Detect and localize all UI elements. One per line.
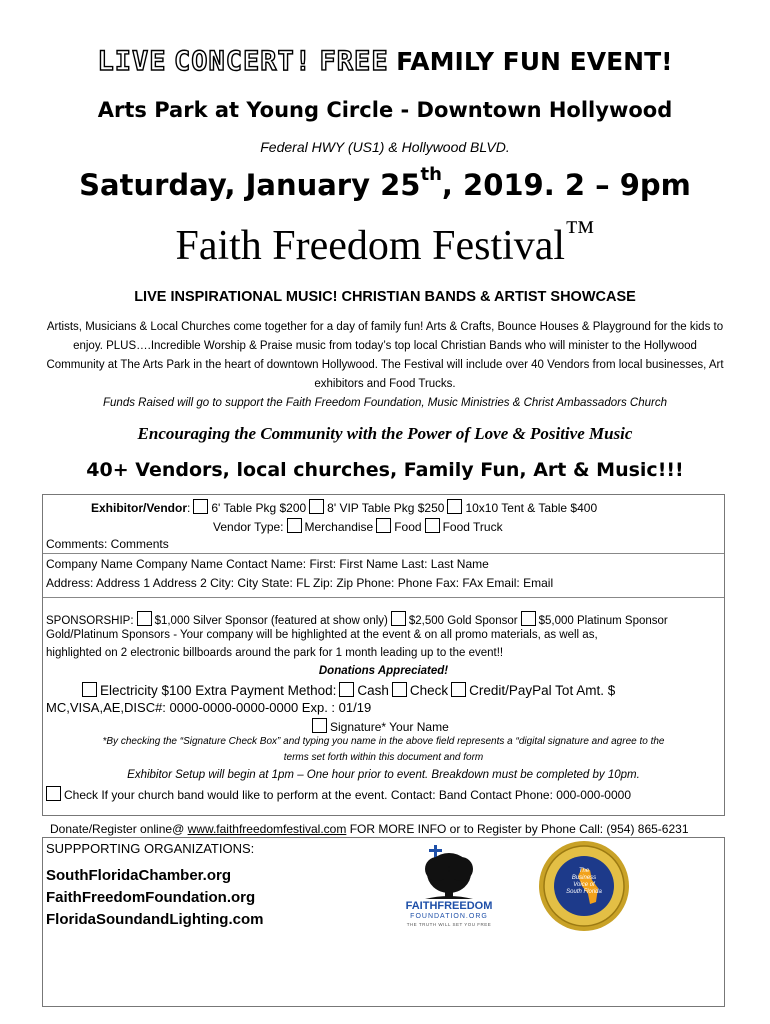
supporting-orgs-title: SUPPPORTING ORGANIZATIONS: [46, 841, 255, 856]
cash-label: Cash [357, 683, 389, 698]
sponsor3-checkbox[interactable] [521, 611, 536, 626]
event-date [0, 164, 770, 202]
band-checkbox[interactable] [46, 786, 61, 801]
signature-checkbox[interactable] [312, 718, 327, 733]
date-suffix: th [420, 164, 442, 185]
sponsor1-label: $1,000 Silver Sponsor (featured at show only) [154, 615, 388, 627]
chamber-seal [538, 840, 630, 932]
check-label: Check [409, 683, 449, 698]
seal-text-3: Voice of [573, 882, 595, 888]
vendor-type-label: Vendor Type: [213, 520, 284, 534]
exhibitor-row: Exhibitor/Vendor: 6' Table Pkg $200 8' VIP Table Pkg $250 10x10 Tent & Table $400 [91, 501, 598, 515]
register-line [50, 822, 689, 836]
pkg2-label: 8' VIP Table Pkg $250 [327, 501, 445, 515]
type3-checkbox[interactable] [425, 518, 440, 533]
signature-field[interactable]: Signature* Your Name [330, 720, 449, 734]
signature-note-2: terms set forth within this document and form [283, 752, 484, 763]
sponsor3-label: $5,000 Platinum Sponsor [538, 615, 668, 627]
sponsor-note-2: highlighted on 2 electronic billboards around the park for 1 month leading up to the event!! [46, 647, 504, 659]
festival-name: Faith Freedom Festival [175, 223, 566, 269]
trademark: ™ [565, 215, 595, 248]
headline-free: FREE [319, 46, 389, 77]
setup-note: Exhibitor Setup will begin at 1pm – One hour prior to event. Breakdown must be completed by 10pm. [127, 769, 640, 781]
credit-checkbox[interactable] [451, 682, 466, 697]
registration-form [42, 494, 725, 816]
comments-field[interactable]: Comments: Comments [46, 537, 169, 551]
sponsor2-label: $2,500 Gold Sponsor [408, 615, 518, 627]
date-main: Saturday, January 25 [79, 168, 421, 202]
register-prefix: Donate/Register online@ [50, 822, 185, 836]
description [45, 318, 725, 413]
donations-appreciated: Donations Appreciated! [318, 665, 449, 677]
signature-row [309, 718, 449, 734]
org-link[interactable]: FloridaSoundandLighting.com [46, 911, 264, 928]
date-time: , 2019. 2 – 9pm [441, 168, 691, 202]
vendor-type-row [213, 518, 503, 534]
sponsorship-label: SPONSORSHIP: [46, 615, 134, 627]
seal-text-2: Business [571, 875, 597, 881]
type1-checkbox[interactable] [287, 518, 302, 533]
sponsorship-row [46, 611, 668, 627]
faith-logo-motto: THE TRUTH WILL SET YOU FREE [406, 922, 492, 927]
type3-label: Food Truck [442, 520, 503, 534]
faith-logo-text: FAITHFREEDOM [405, 900, 493, 912]
seal-text-1: The [578, 868, 590, 874]
org-link[interactable]: SouthFloridaChamber.org [46, 867, 232, 884]
signature-note-1: *By checking the “Signature Check Box” and typing you name in the above field represents a “digital signature and agree to the [102, 736, 665, 747]
band-label: Check If your church band would like to perform at the event. Contact: Band Contact Phone: 000-000-0000 [64, 788, 632, 802]
address-field[interactable]: Address: Address 1 Address 2 City: City State: FL Zip: Zip Phone: Phone Fax: FAx Email: Email [46, 576, 554, 590]
pkg1-label: 6' Table Pkg $200 [211, 501, 307, 515]
sponsor-note-1: Gold/Platinum Sponsors - Your company will be highlighted at the event & on all promo materials, as well as, [46, 629, 598, 641]
cash-checkbox[interactable] [339, 682, 354, 697]
seal-text [565, 868, 603, 896]
type1-label: Merchandise [304, 520, 374, 534]
exhibitor-label: Exhibitor/Vendor [91, 501, 188, 515]
pkg2-checkbox[interactable] [309, 499, 324, 514]
sponsor2-checkbox[interactable] [391, 611, 406, 626]
festival-title [0, 215, 770, 270]
check-checkbox[interactable] [392, 682, 407, 697]
credit-label: Credit/PayPal Tot Amt. $ [469, 683, 616, 698]
electricity-label: Electricity $100 Extra Payment Method: [100, 683, 337, 698]
headline-concert: CONCERT! [173, 46, 313, 77]
funds-note: Funds Raised will go to support the Faith Freedom Foundation, Music Ministries & Christ Ambassadors Church [103, 397, 667, 409]
tree-cross-icon [395, 843, 503, 901]
type2-checkbox[interactable] [376, 518, 391, 533]
card-field[interactable]: MC,VISA,AE,DISC#: 0000-0000-0000-0000 Exp. : 01/19 [46, 700, 372, 715]
subheading: LIVE INSPIRATIONAL MUSIC! CHRISTIAN BANDS & ARTIST SHOWCASE [134, 289, 636, 305]
tagline: Encouraging the Community with the Power of Love & Positive Music [137, 424, 633, 443]
seal-text-4: South Florida [566, 889, 602, 895]
headline [0, 46, 770, 77]
band-row [43, 786, 631, 802]
pkg3-checkbox[interactable] [447, 499, 462, 514]
website-link[interactable]: www.faithfreedomfestival.com [187, 822, 347, 836]
headline-live: LIVE [97, 46, 167, 77]
venue: Arts Park at Young Circle - Downtown Hollywood [97, 98, 673, 122]
faith-logo-subtext: FOUNDATION.ORG [410, 913, 488, 920]
org-link[interactable]: FaithFreedomFoundation.org [46, 889, 256, 906]
faith-freedom-logo [395, 843, 503, 933]
description-body: Artists, Musicians & Local Churches come together for a day of family fun! Arts & Crafts, Bounce Houses & Playground for the kids to enjoy. PLUS….Incredible Worship & Praise music from today’s top local Christian Bands who will minister to the Hollywood Community at The Arts Park in the heart of downtown Hollywood. The Festival will include over 40 Vendors from local businesses, Art exhibitors and Food Trucks. [46, 321, 724, 390]
type2-label: Food [394, 520, 422, 534]
divider [43, 597, 724, 598]
sponsor1-checkbox[interactable] [137, 611, 152, 626]
vendors-headline: 40+ Vendors, local churches, Family Fun, Art & Music!!! [86, 459, 684, 481]
headline-family-fun: FAMILY FUN EVENT! [396, 47, 673, 76]
payment-row [79, 682, 615, 698]
electricity-checkbox[interactable] [82, 682, 97, 697]
pkg1-checkbox[interactable] [193, 499, 208, 514]
divider [43, 553, 724, 554]
venue-address: Federal HWY (US1) & Hollywood BLVD. [260, 139, 510, 155]
contact-field[interactable]: Company Name Company Name Contact Name: First: First Name Last: Last Name [46, 557, 489, 571]
register-suffix: FOR MORE INFO or to Register by Phone Call: (954) 865-6231 [349, 822, 689, 836]
pkg3-label: 10x10 Tent & Table $400 [465, 501, 598, 515]
